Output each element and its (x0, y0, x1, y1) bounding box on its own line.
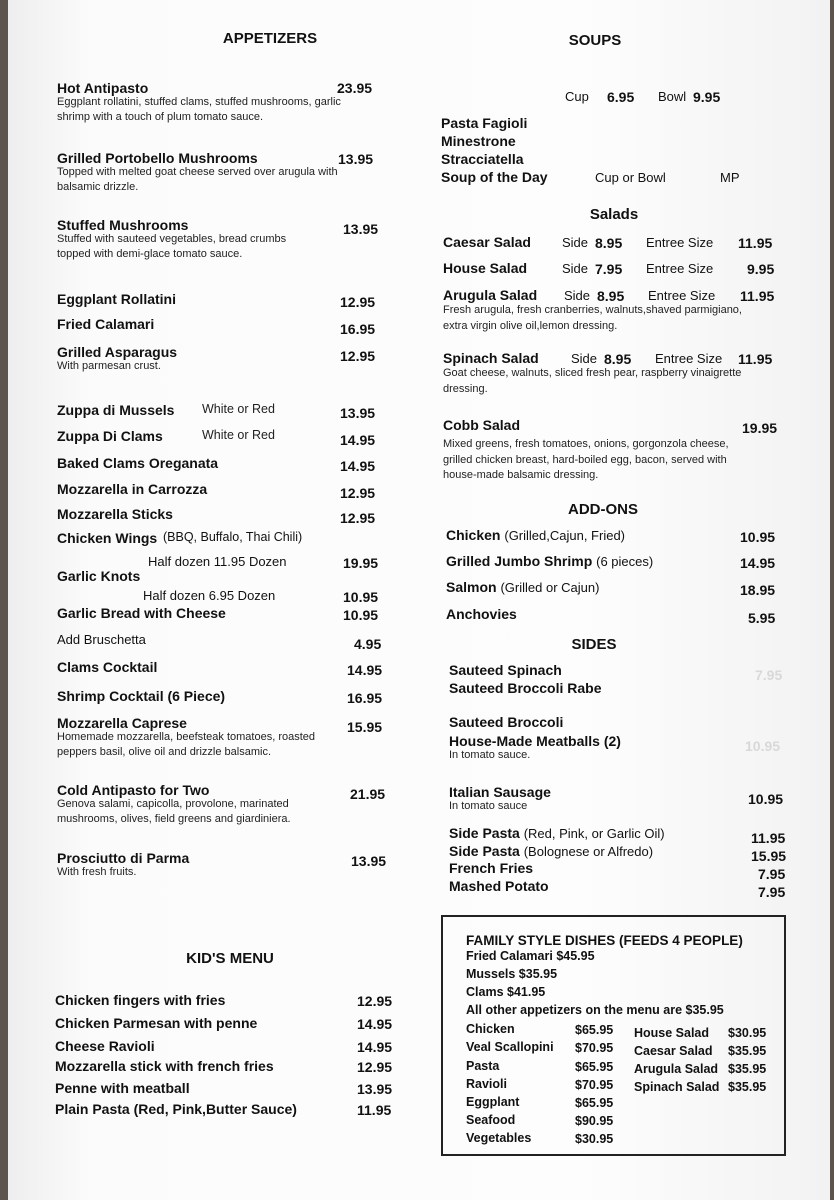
addon-price: 5.95 (748, 610, 776, 626)
family-item-name: Vegetables (466, 1131, 532, 1145)
menu-item-price: 10.95 (343, 607, 379, 623)
family-item-price: $65.95 (575, 1096, 614, 1110)
salad-item-name: Arugula Salad (443, 287, 538, 303)
soup-item-name: Minestrone (441, 133, 516, 149)
menu-item-price: 16.95 (340, 321, 376, 337)
menu-item-name: Grilled Asparagus (57, 344, 178, 360)
menu-item-description: topped with demi-glace tomato sauce. (57, 248, 243, 260)
soup-bowl-price: 9.95 (693, 89, 721, 105)
kids-item-price: 14.95 (357, 1016, 393, 1032)
menu-item-name: Baked Clams Oreganata (57, 455, 219, 471)
kids-item-name: Chicken fingers with fries (55, 992, 226, 1008)
side-item-price: 11.95 (751, 830, 786, 846)
family-line: All other appetizers on the menu are $35.95 (466, 1003, 724, 1017)
menu-item-description: Topped with melted goat cheese served over arugula with (57, 166, 338, 178)
salad-item-name: Spinach Salad (443, 350, 539, 366)
family-line: Clams $41.95 (466, 985, 546, 999)
salad-item-name: Caesar Salad (443, 234, 531, 250)
salad-description: house-made balsamic dressing. (443, 469, 599, 481)
family-line: Fried Calamari $45.95 (466, 949, 595, 963)
menu-item-description: With parmesan crust. (57, 360, 161, 372)
family-item-price: $65.95 (575, 1060, 614, 1074)
section-title-kids: KID'S MENU (186, 950, 274, 967)
salad-side-label: Side (562, 235, 589, 250)
menu-item-price: 14.95 (340, 458, 376, 474)
menu-item-name: Cold Antipasto for Two (57, 782, 210, 798)
family-item-name: Pasta (466, 1059, 500, 1073)
section-title-addons: ADD-ONS (568, 501, 638, 518)
kids-item-price: 14.95 (357, 1039, 393, 1055)
kids-item-name: Cheese Ravioli (55, 1038, 155, 1054)
family-salad-name: Arugula Salad (634, 1062, 719, 1076)
salad-side-price: 8.95 (597, 288, 625, 304)
section-title-sides: SIDES (571, 636, 617, 653)
side-item-price: 7.95 (755, 667, 783, 683)
menu-item-price: 19.95 (343, 555, 379, 571)
kids-item-price: 13.95 (357, 1081, 393, 1097)
menu-item-name: Eggplant Rollatini (57, 291, 176, 307)
menu-item-note: White or Red (202, 402, 275, 416)
family-title: FAMILY STYLE DISHES (FEEDS 4 PEOPLE) (466, 933, 743, 948)
addon-price: 14.95 (740, 555, 776, 571)
side-item-description: In tomato sauce. (449, 749, 531, 761)
salad-item-name: Cobb Salad (443, 417, 521, 433)
side-item-price: 10.95 (745, 738, 781, 754)
salad-description: Fresh arugula, fresh cranberries, walnuts,shaved parmigiano, (443, 304, 742, 316)
menu-item-price: 4.95 (354, 636, 382, 652)
side-item-description: In tomato sauce (449, 800, 528, 812)
soup-item-name: Soup of the Day (441, 169, 548, 185)
salad-description: dressing. (443, 382, 488, 395)
soup-bowl-label: Bowl (658, 89, 687, 104)
menu-item-name: Zuppa Di Clams (57, 428, 163, 444)
soup-day-note: Cup or Bowl (595, 170, 666, 185)
addon-name (446, 580, 599, 594)
addon-name-text: Chicken (446, 527, 501, 543)
menu-item-name: Garlic Knots (57, 568, 141, 584)
menu-item-portion: Half dozen 6.95 Dozen (143, 588, 276, 603)
menu-item-name: Garlic Bread with Cheese (57, 605, 226, 621)
menu-item-name: Fried Calamari (57, 316, 155, 332)
kids-item-price: 11.95 (357, 1102, 392, 1118)
addon-name (446, 528, 625, 542)
salad-side-price: 7.95 (595, 261, 623, 277)
menu-item-price: 13.95 (343, 221, 379, 237)
family-salad-price: $35.95 (728, 1080, 767, 1094)
addon-price: 18.95 (740, 582, 776, 598)
side-item-note: (Bolognese or Alfredo) (523, 844, 654, 859)
side-item-name: House-Made Meatballs (2) (449, 733, 621, 749)
menu-item-description: Genova salami, capicolla, provolone, marinated (57, 798, 289, 810)
menu-item-name: Stuffed Mushrooms (57, 217, 189, 233)
salad-entree-price: 11.95 (740, 288, 775, 304)
family-item-name: Seafood (466, 1113, 516, 1127)
addon-name-text: Salmon (446, 579, 497, 595)
menu-item-name: Mozzarella in Carrozza (57, 481, 208, 497)
menu-item-price: 14.95 (340, 432, 376, 448)
salad-description: grilled chicken breast, hard-boiled egg, bacon, served with (443, 453, 727, 466)
side-item-price: 10.95 (748, 791, 784, 807)
menu-item-price: 23.95 (337, 80, 373, 96)
menu-item-price: 12.95 (340, 348, 376, 364)
menu-item-price: 15.95 (347, 719, 383, 735)
kids-item-name: Plain Pasta (Red, Pink,Butter Sauce) (55, 1101, 297, 1117)
family-salad-price: $30.95 (728, 1026, 767, 1040)
menu-item-note: (BBQ, Buffalo, Thai Chili) (163, 530, 303, 544)
family-salad-name: House Salad (634, 1026, 710, 1040)
family-line: Mussels $35.95 (466, 967, 558, 981)
menu-item-description: shrimp with a touch of plum tomato sauce. (57, 111, 264, 123)
addon-note: (6 pieces) (596, 554, 654, 569)
family-item-name: Eggplant (466, 1095, 520, 1109)
salad-entree-price: 9.95 (747, 261, 775, 277)
menu-item-name: Mozzarella Sticks (57, 506, 173, 522)
side-item-note: (Red, Pink, or Garlic Oil) (523, 826, 665, 841)
menu-item-description: peppers basil, olive oil and drizzle balsamic. (57, 746, 271, 758)
family-salad-name: Caesar Salad (634, 1044, 713, 1058)
menu-item-description: Homemade mozzarella, beefsteak tomatoes, roasted (57, 731, 316, 743)
addon-name (446, 554, 653, 568)
salad-side-label: Side (571, 351, 598, 366)
menu-item-price: 14.95 (347, 662, 383, 678)
salad-entree-price: 11.95 (738, 351, 773, 367)
salad-entree-label: Entree Size (646, 235, 714, 250)
family-salad-price: $35.95 (728, 1044, 767, 1058)
soup-item-name: Pasta Fagioli (441, 115, 528, 131)
side-item-price: 7.95 (758, 884, 786, 900)
kids-item-price: 12.95 (357, 993, 393, 1009)
side-item-name: Sauteed Broccoli (449, 714, 564, 730)
section-title-salads: Salads (589, 206, 639, 223)
menu-item-name: Chicken Wings (57, 530, 158, 546)
soup-item-name: Stracciatella (441, 151, 524, 167)
menu-item-description: mushrooms, olives, field greens and giardiniera. (57, 813, 291, 825)
salad-description: Goat cheese, walnuts, sliced fresh pear, raspberry vinaigrette (443, 367, 742, 379)
menu-item-name: Zuppa di Mussels (57, 402, 175, 418)
family-item-name: Veal Scallopini (466, 1040, 554, 1054)
menu-item-note: White or Red (202, 428, 275, 442)
salad-entree-label: Entree Size (655, 351, 723, 366)
menu-item-price: 13.95 (338, 151, 374, 167)
addon-note: (Grilled,Cajun, Fried) (504, 528, 626, 543)
side-item-name: French Fries (449, 860, 534, 876)
side-item-price: 15.95 (751, 848, 787, 864)
side-item-name: Sauteed Broccoli Rabe (449, 680, 602, 696)
salad-side-price: 8.95 (604, 351, 632, 367)
family-item-price: $70.95 (575, 1078, 614, 1092)
kids-item-price: 12.95 (357, 1059, 393, 1075)
side-item-name: Sauteed Spinach (449, 662, 562, 678)
menu-item-price: 13.95 (340, 405, 376, 421)
family-salad-name: Spinach Salad (634, 1080, 720, 1094)
section-title-soups: SOUPS (568, 32, 622, 49)
family-item-name: Chicken (466, 1022, 515, 1036)
side-item-name (449, 844, 653, 858)
menu-item-name: Mozzarella Caprese (57, 715, 187, 731)
menu-item-price: 12.95 (340, 510, 376, 526)
side-item-price: 7.95 (758, 866, 786, 882)
soup-cup-price: 6.95 (607, 89, 635, 105)
family-item-price: $65.95 (575, 1023, 614, 1037)
salad-item-name: House Salad (443, 260, 528, 276)
menu-item-portion: Half dozen 11.95 Dozen (148, 554, 287, 569)
family-item-price: $90.95 (575, 1114, 614, 1128)
addon-note: (Grilled or Cajun) (500, 580, 600, 595)
kids-item-name: Mozzarella stick with french fries (55, 1058, 274, 1074)
soup-day-price: MP (720, 170, 740, 185)
family-salad-price: $35.95 (728, 1062, 767, 1076)
addon-name-text: Grilled Jumbo Shrimp (446, 553, 593, 569)
menu-item-description: balsamic drizzle. (57, 181, 139, 193)
salad-entree-label: Entree Size (648, 288, 716, 303)
menu-item-description: Stuffed with sauteed vegetables, bread crumbs (57, 233, 287, 245)
menu-item-price: 12.95 (340, 294, 376, 310)
menu-item-name: Add Bruschetta (57, 632, 146, 647)
kids-item-name: Penne with meatball (55, 1080, 190, 1096)
menu-item-name: Hot Antipasto (57, 80, 149, 96)
menu-item-description: With fresh fruits. (57, 866, 137, 878)
kids-item-name: Chicken Parmesan with penne (55, 1015, 258, 1031)
side-item-name: Italian Sausage (449, 784, 551, 800)
family-item-price: $30.95 (575, 1132, 614, 1146)
menu-item-price: 13.95 (351, 853, 387, 869)
side-item-name-text: Side Pasta (449, 843, 520, 859)
side-item-name-text: Side Pasta (449, 825, 520, 841)
salad-price: 19.95 (742, 420, 778, 436)
side-item-name (449, 826, 665, 840)
addon-name: Anchovies (446, 606, 517, 622)
salad-side-label: Side (564, 288, 591, 303)
salad-entree-label: Entree Size (646, 261, 714, 276)
menu-item-description: Eggplant rollatini, stuffed clams, stuffed mushrooms, garlic (57, 96, 341, 108)
menu-item-price: 10.95 (343, 589, 379, 605)
menu-item-price: 16.95 (347, 690, 383, 706)
addon-price: 10.95 (740, 529, 776, 545)
menu-item-name: Grilled Portobello Mushrooms (57, 150, 258, 166)
salad-entree-price: 11.95 (738, 235, 773, 251)
soup-cup-label: Cup (565, 89, 589, 104)
salad-description: extra virgin olive oil,lemon dressing. (443, 319, 618, 332)
family-item-name: Ravioli (466, 1077, 507, 1091)
menu-item-name: Shrimp Cocktail (6 Piece) (57, 688, 226, 704)
salad-side-label: Side (562, 261, 589, 276)
section-title-appetizers: APPETIZERS (222, 30, 318, 47)
menu-item-price: 12.95 (340, 485, 376, 501)
menu-item-name: Clams Cocktail (57, 659, 158, 675)
salad-description: Mixed greens, fresh tomatoes, onions, gorgonzola cheese, (443, 438, 729, 450)
side-item-name: Mashed Potato (449, 878, 549, 894)
menu-item-price: 21.95 (350, 786, 386, 802)
salad-side-price: 8.95 (595, 235, 623, 251)
menu-item-name: Prosciutto di Parma (57, 850, 190, 866)
family-item-price: $70.95 (575, 1041, 614, 1055)
